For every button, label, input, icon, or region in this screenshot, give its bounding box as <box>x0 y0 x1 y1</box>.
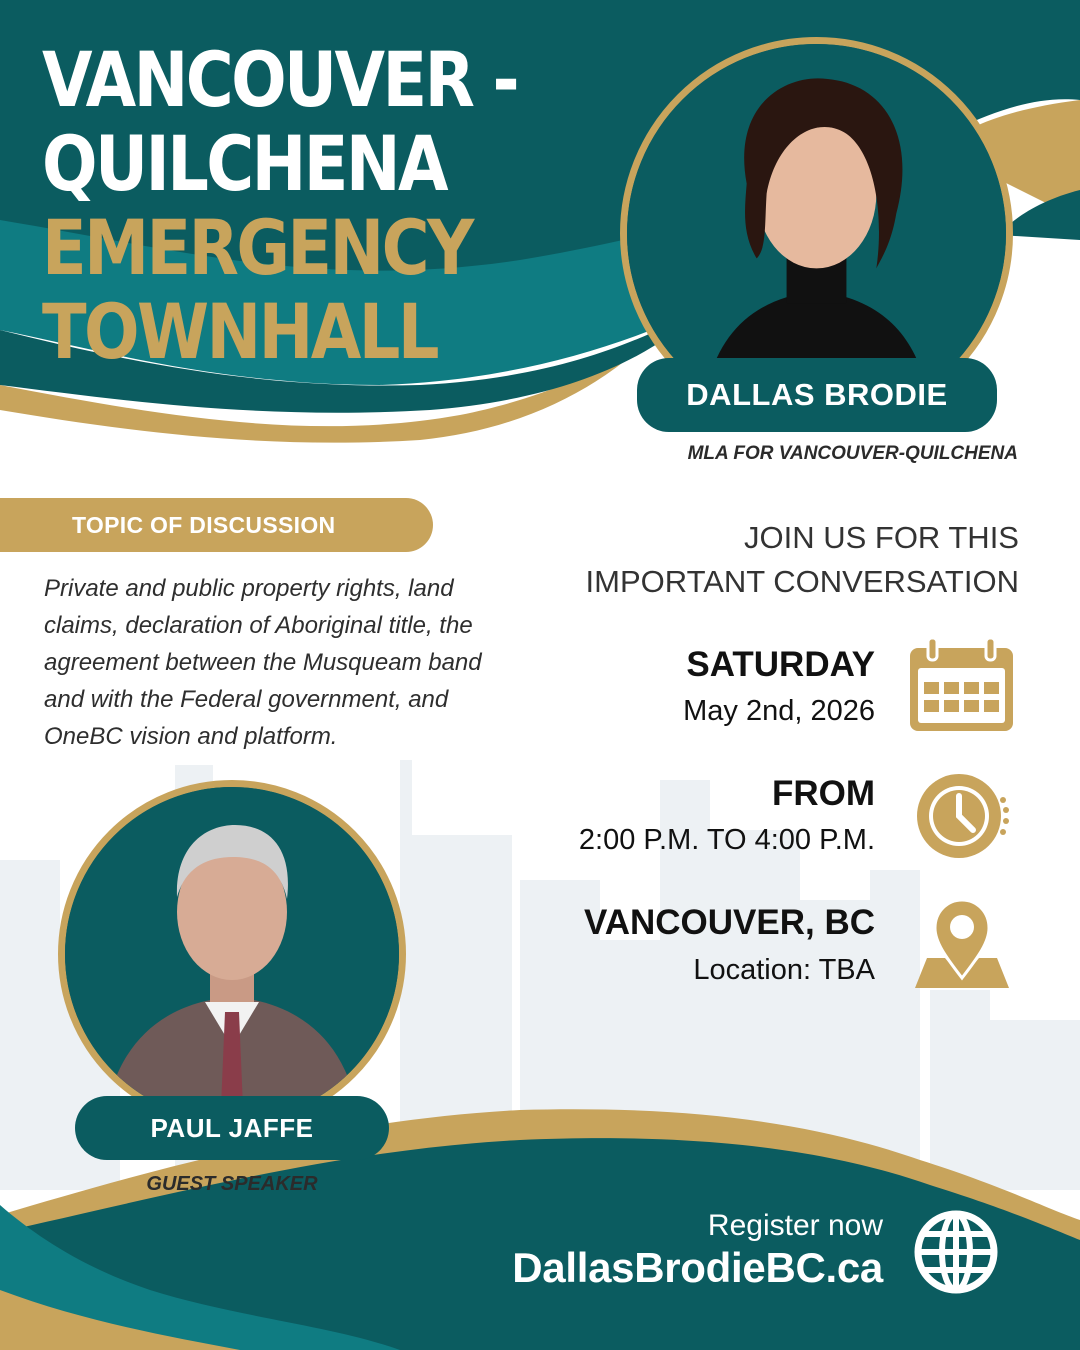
topic-label: TOPIC OF DISCUSSION <box>0 498 433 552</box>
clock-icon <box>917 770 1009 862</box>
title-line-2: QUILCHENA <box>42 119 446 208</box>
guest-portrait-illustration <box>65 787 399 1121</box>
title-line-1: VANCOUVER - <box>42 35 518 124</box>
event-city: VANCOUVER, BC <box>583 903 875 942</box>
map-pin-icon <box>915 896 1009 990</box>
invite-text <box>540 516 1019 604</box>
title-line-4: TOWNHALL <box>42 287 437 376</box>
guest-role: GUEST SPEAKER <box>146 1173 318 1195</box>
event-day: SATURDAY <box>686 645 875 684</box>
title-line-3: EMERGENCY <box>42 203 472 292</box>
invite-line-1: JOIN US FOR THIS <box>743 520 1019 555</box>
register-cta: Register now <box>707 1209 883 1242</box>
website-link[interactable]: DallasBrodieBC.ca <box>512 1244 883 1291</box>
event-title <box>42 35 602 376</box>
calendar-icon <box>908 638 1015 733</box>
event-time-label: FROM <box>771 774 875 813</box>
invite-line-2: IMPORTANT CONVERSATION <box>585 564 1019 599</box>
host-name-badge: DALLAS BRODIE <box>637 358 997 432</box>
guest-photo <box>58 780 406 1128</box>
event-location: Location: TBA <box>693 954 875 986</box>
event-date: May 2nd, 2026 <box>683 695 875 727</box>
topic-description: Private and public property rights, land claims, declaration of Aboriginal title, the agreement between the Musqueam band and with the Federal government, and OneBC vision and platform. <box>44 575 482 750</box>
event-time: 2:00 P.M. TO 4:00 P.M. <box>578 824 875 856</box>
globe-icon[interactable] <box>914 1210 998 1294</box>
host-role: MLA FOR VANCOUVER-QUILCHENA <box>687 443 1018 464</box>
guest-name-badge: PAUL JAFFE <box>75 1096 389 1160</box>
